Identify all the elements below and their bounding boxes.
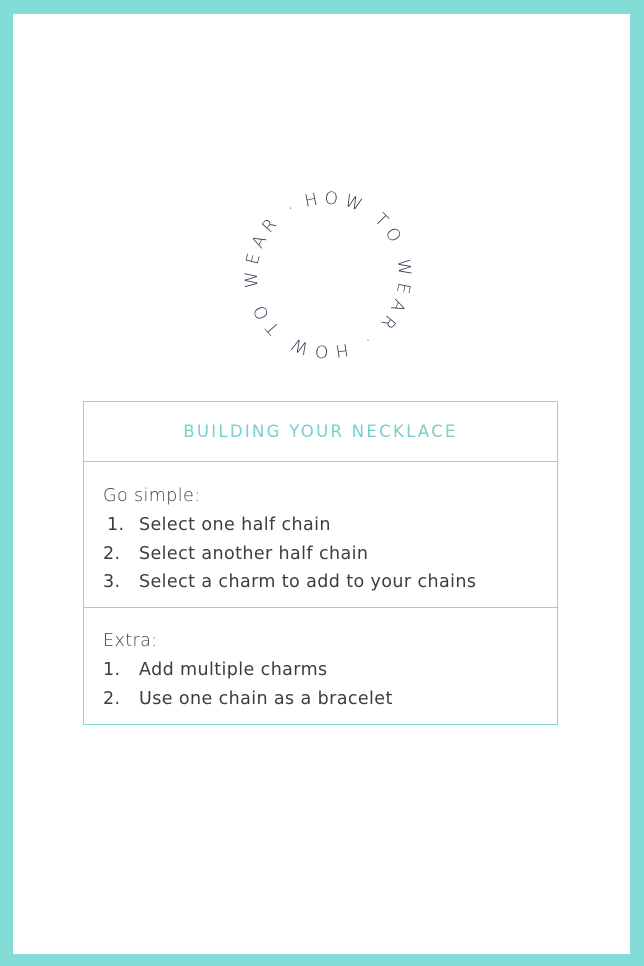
list-item bbox=[103, 568, 545, 597]
step-text: Add multiple charms bbox=[139, 659, 328, 680]
step-text: Select a charm to add to your chains bbox=[139, 572, 477, 593]
step-text: Select another half chain bbox=[139, 543, 369, 564]
step-text: Select one half chain bbox=[139, 514, 331, 535]
list-item bbox=[103, 540, 545, 569]
step-number: 1. bbox=[107, 514, 125, 535]
section-heading: Extra: bbox=[103, 631, 158, 651]
panel-header bbox=[84, 402, 557, 462]
badge-ring-text: HOW TO WEAR · HOW TO WEAR · bbox=[241, 188, 415, 362]
list-item bbox=[103, 656, 545, 685]
list-item bbox=[103, 511, 545, 540]
section-heading: Go simple: bbox=[103, 486, 201, 506]
step-number: 2. bbox=[103, 688, 121, 709]
necklace-instructions-panel bbox=[83, 401, 558, 725]
step-text: Use one chain as a bracelet bbox=[139, 688, 393, 709]
list-item bbox=[103, 685, 545, 714]
steps-list bbox=[103, 511, 545, 597]
go-simple-section bbox=[84, 462, 557, 608]
steps-list bbox=[103, 656, 545, 714]
step-number: 3. bbox=[103, 572, 121, 593]
how-to-wear-badge bbox=[213, 160, 443, 390]
step-number: 2. bbox=[103, 543, 121, 564]
circular-text-badge bbox=[213, 160, 443, 390]
step-number: 1. bbox=[103, 659, 121, 680]
extra-section bbox=[84, 608, 557, 713]
panel-title: BUILDING YOUR NECKLACE bbox=[183, 422, 458, 441]
